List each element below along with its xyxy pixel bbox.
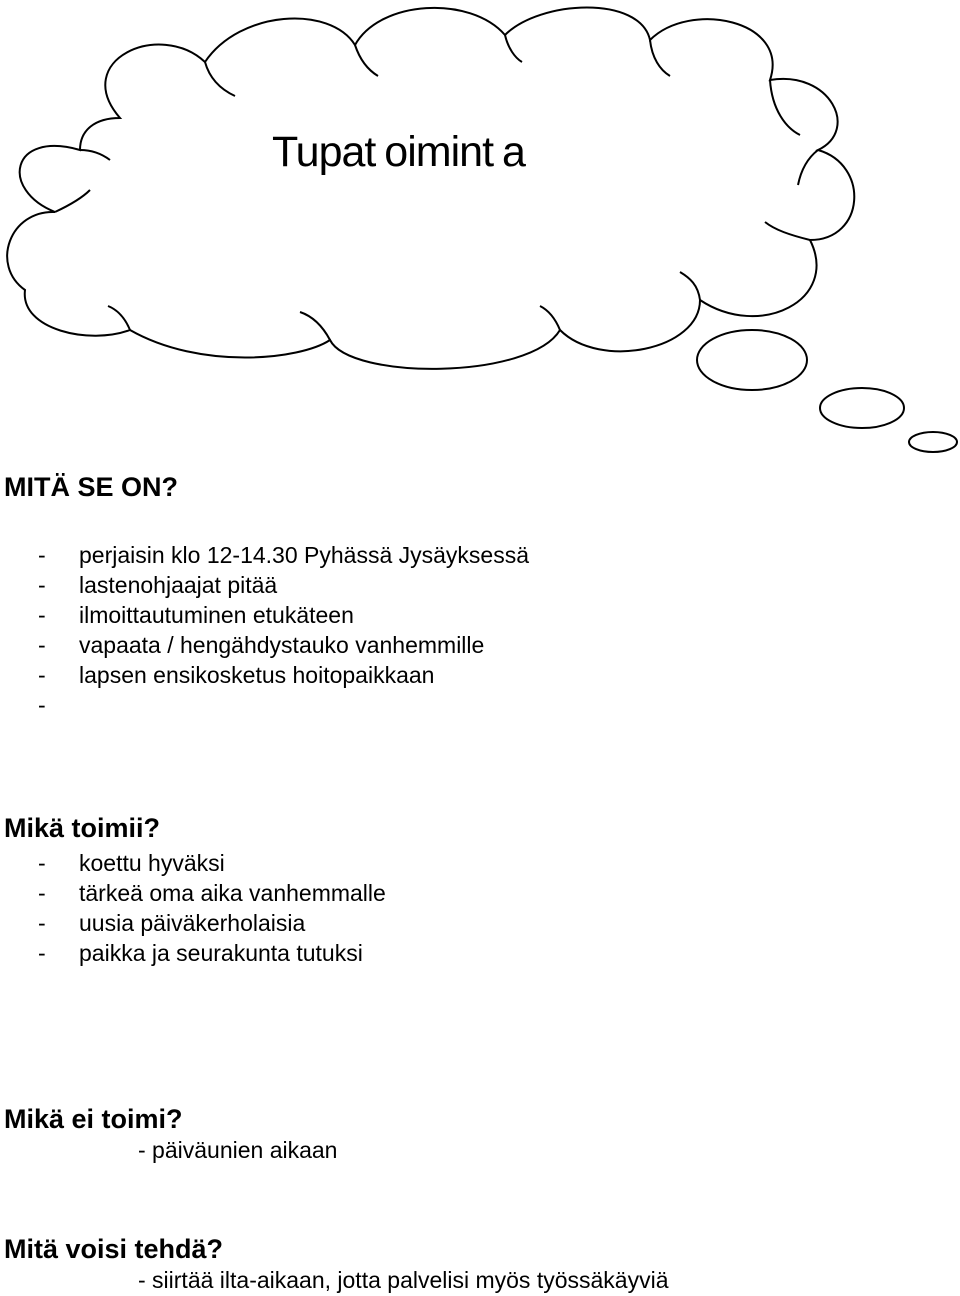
list-item: - lapsen ensikosketus hoitopaikkaan [38, 662, 435, 688]
bullet-dash: - [38, 602, 46, 628]
thought-bubble-small [909, 432, 957, 452]
section-heading-what-works: Mikä toimii? [4, 813, 161, 843]
section-heading-what-doesnt-work: Mikä ei toimi? [4, 1104, 183, 1134]
bullet-dash: - [38, 850, 46, 876]
bullet-dash: - [38, 692, 46, 718]
section-heading-what-is-it: MITÄ SE ON? [4, 472, 178, 502]
list-item: - ilmoittautuminen etukäteen [38, 602, 354, 628]
what-doesnt-work-item: - päiväunien aikaan [138, 1137, 338, 1163]
cloud-title: Tupat oimint a [272, 128, 525, 176]
list-item: - koettu hyväksi [38, 850, 225, 876]
what-is-it-list [38, 540, 529, 720]
list-item: - perjaisin klo 12-14.30 Pyhässä Jysäyksessä [38, 542, 530, 568]
thought-bubble-medium [820, 388, 904, 428]
what-works-list [38, 848, 386, 968]
bullet-dash: - [38, 572, 46, 598]
bullet-dash: - [38, 632, 46, 658]
bullet-dash: - [38, 662, 46, 688]
bullet-dash: - [38, 940, 46, 966]
section-heading-what-could-be-done: Mitä voisi tehdä? [4, 1234, 224, 1264]
cloud-outline [7, 8, 854, 369]
list-item: - tärkeä oma aika vanhemmalle [38, 880, 386, 906]
thought-bubble-large [697, 330, 807, 390]
thought-cloud [0, 0, 960, 470]
list-item: - uusia päiväkerholaisia [38, 910, 306, 936]
bullet-dash: - [38, 910, 46, 936]
list-item: - paikka ja seurakunta tutuksi [38, 940, 363, 966]
list-item: - vapaata / hengähdystauko vanhemmille [38, 632, 485, 658]
list-item [38, 690, 529, 720]
list-item: - lastenohjaajat pitää [38, 572, 278, 598]
bullet-dash: - [38, 542, 46, 568]
what-could-be-done-item: - siirtää ilta-aikaan, jotta palvelisi myös työssäkäyviä [138, 1267, 669, 1293]
bullet-dash: - [38, 880, 46, 906]
